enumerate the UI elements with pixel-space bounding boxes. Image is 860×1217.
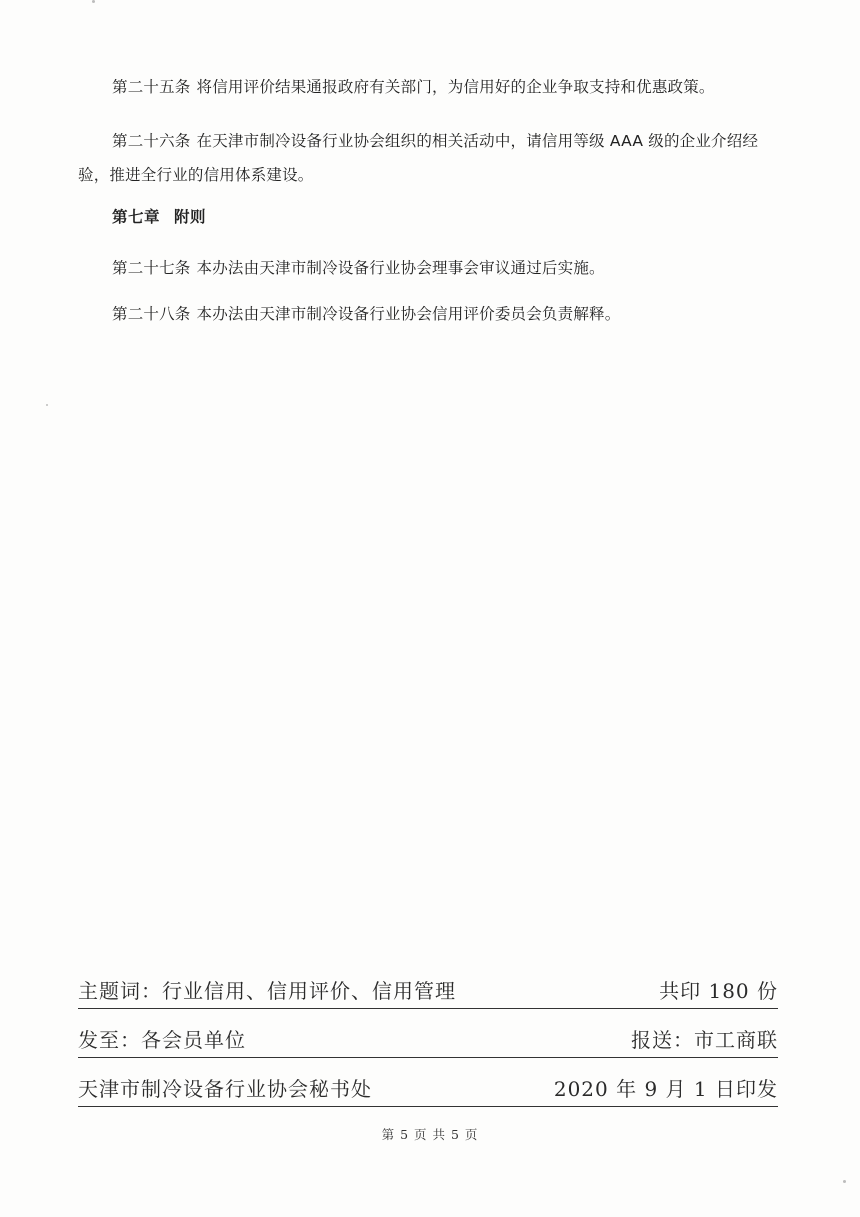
scan-speck (843, 1180, 846, 1183)
article-25 (78, 70, 783, 104)
report-to: 报送：市工商联 (631, 1028, 778, 1052)
document-footer (78, 960, 778, 1107)
article-text: 将信用评价结果通报政府有关部门，为信用好的企业争取支持和优惠政策。 (196, 78, 715, 96)
issue-date: 2020 年 9 月 1 日印发 (553, 1077, 778, 1101)
chapter-number: 第七章 (112, 208, 161, 226)
article-27 (78, 251, 783, 285)
send-to: 发至：各会员单位 (78, 1028, 246, 1052)
chapter-heading (112, 205, 206, 227)
footer-row-subject (78, 960, 778, 1009)
article-text: 本办法由天津市制冷设备行业协会理事会审议通过后实施。 (196, 259, 605, 277)
article-label: 第二十七条 (112, 259, 191, 277)
subject-keywords: 主题词：行业信用、信用评价、信用管理 (78, 979, 456, 1003)
article-28 (78, 297, 783, 331)
article-label: 第二十五条 (112, 78, 191, 96)
article-text: 在天津市制冷设备行业协会组织的相关活动中，请信用等级 AAA 级的企业介绍经验，推进全行业的信用体系建设。 (78, 132, 759, 184)
scan-speck (92, 0, 95, 3)
footer-row-issuer (78, 1058, 778, 1107)
article-26 (78, 124, 783, 192)
scan-speck (46, 404, 48, 406)
article-text: 本办法由天津市制冷设备行业协会信用评价委员会负责解释。 (196, 305, 621, 323)
article-label: 第二十八条 (112, 305, 191, 323)
chapter-title: 附则 (174, 208, 207, 226)
page-number: 第 5 页 共 5 页 (381, 1127, 479, 1142)
article-label: 第二十六条 (112, 132, 191, 150)
print-count: 共印 180 份 (659, 979, 778, 1003)
issuer: 天津市制冷设备行业协会秘书处 (78, 1077, 372, 1101)
footer-row-distribution (78, 1009, 778, 1058)
